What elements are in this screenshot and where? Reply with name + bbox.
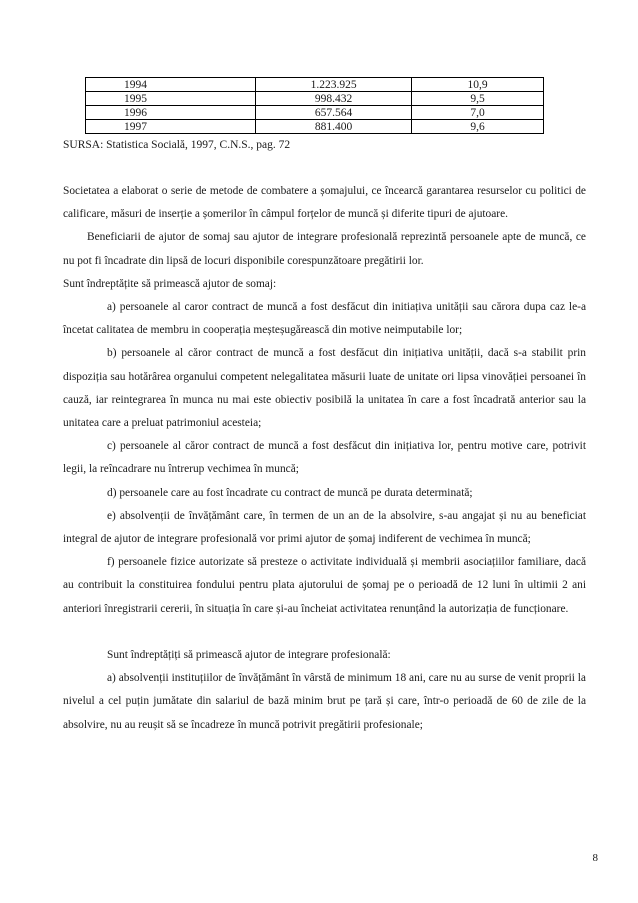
paragraph-intro: Societatea a elaborat o serie de metode de combatere a șomajului, ce încearcă garantarea resurselor cu politici de calificare, măsuri de inserție a șomerilor în câmpul forțelor de muncă și diferite tipuri de ajutoare.	[63, 185, 586, 221]
page-number: 8	[592, 852, 598, 864]
table-cell-year: 1995	[86, 92, 256, 106]
table-cell-rate: 10,9	[412, 78, 544, 92]
table-cell-rate: 7,0	[412, 106, 544, 120]
table-cell-rate: 9,6	[412, 120, 544, 134]
statistics-table	[85, 77, 544, 134]
table-cell-count: 881.400	[256, 120, 412, 134]
paragraph-beneficiaries: Beneficiarii de ajutor de somaj sau ajutor de integrare profesională reprezintă persoanele apte de muncă, ce nu pot fi încadrate din lipsă de locuri disponibile corespunzătoare pregătirii lor.	[63, 231, 586, 267]
table-row	[86, 106, 544, 120]
table-cell-count: 1.223.925	[256, 78, 412, 92]
list-item-a-integration: a) absolvenții instituțiilor de învățământ în vârstă de minimum 18 ani, care nu au surse de venit proprii la nivelul a cel puțin jumătate din salariul de bază minim brut pe țară și care, într-o perioadă de 60 de zile de la absolvire, nu au reușit să se încadreze în muncă potrivit pregătirii profesionale;	[63, 672, 586, 731]
paragraph-unemployment-eligibility: Sunt îndreptățite să primească ajutor de somaj:	[63, 277, 277, 290]
list-item-d: d) persoanele care au fost încadrate cu contract de muncă pe durata determinată;	[107, 486, 473, 499]
table-row	[86, 120, 544, 134]
list-item-b: b) persoanele al căror contract de muncă a fost desfăcut din inițiativa unității, dacă s-a stabilit prin dispoziția sau hotărârea organului competent nelegalitatea măsurii luate de unitate ori lipsa vinovăției persoanei în cauză, iar reintegrarea în munca nu mai este obiectiv posibilă la unitatea în care a fost încadrată anterior sau la unitatea care a preluat patrimoniul acesteia;	[63, 347, 586, 430]
list-item-a: a) persoanele al caror contract de muncă a fost desfăcut din initiațiva unității sau cărora dupa caz le-a încetat calitatea de membru in cooperația meșteșugărească din motive neimputabile lor;	[63, 301, 586, 337]
table-cell-count: 998.432	[256, 92, 412, 106]
table-cell-year: 1997	[86, 120, 256, 134]
list-item-f: f) persoanele fizice autorizate să presteze o activitate individuală și membrii asociațiilor familiare, dacă au contribuit la constituirea fondului pentru plata ajutorului de șomaj pe o perioadă de 12 luni în ultimii 2 ani anteriori înregistrarii cererii, în situația în care și-au încheiat activitatea renunțând la autorizația de funcționare.	[63, 556, 586, 615]
table-row	[86, 92, 544, 106]
table-cell-count: 657.564	[256, 106, 412, 120]
list-item-c: c) persoanele al căror contract de muncă a fost desfăcut din inițiativa lor, pentru motive care, potrivit legii, la reîncadrare nu întrerup vechimea în muncă;	[63, 440, 586, 476]
table-source-note: SURSA: Statistica Socială, 1997, C.N.S., pag. 72	[63, 139, 291, 151]
table-cell-year: 1994	[86, 78, 256, 92]
table-cell-rate: 9,5	[412, 92, 544, 106]
paragraph-spacer	[63, 621, 586, 644]
table-cell-year: 1996	[86, 106, 256, 120]
body-text	[63, 180, 586, 737]
list-item-e: e) absolvenții de învățământ care, în termen de un an de la absolvire, s-au angajat și nu au beneficiat integral de ajutor de integrare profesională vor primi ajutor de șomaj indiferent de vechimea în muncă;	[63, 509, 586, 546]
paragraph-integration-eligibility: Sunt îndreptățiți să primească ajutor de integrare profesională:	[107, 649, 391, 662]
table-row	[86, 78, 544, 92]
